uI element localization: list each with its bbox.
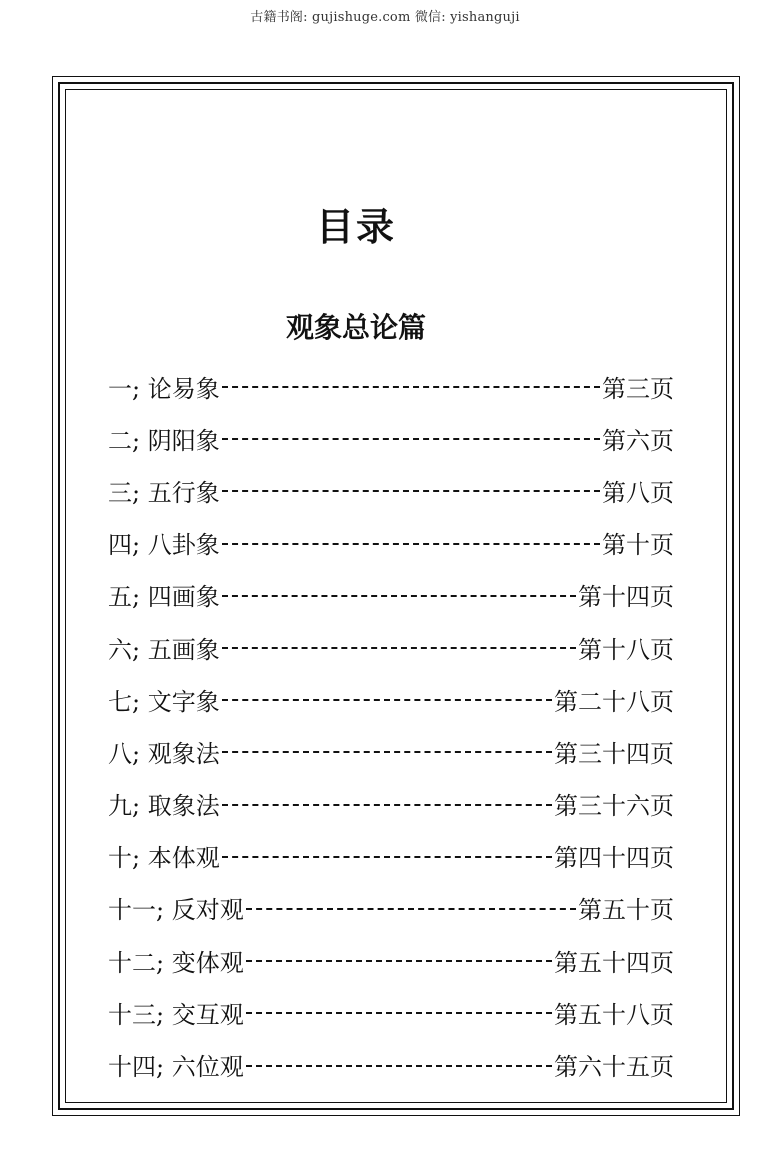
- toc-entry-page: 第十八页: [578, 635, 674, 664]
- toc-entry-label: 十一; 反对观: [108, 896, 244, 925]
- toc-leader-dashes: [222, 543, 600, 545]
- toc-leader-dashes: [222, 595, 576, 597]
- toc-entry-label: 四; 八卦象: [108, 531, 220, 560]
- toc-entry-page: 第三十六页: [554, 792, 674, 821]
- toc-entry-label: 三; 五行象: [108, 478, 220, 507]
- toc-entry: [108, 517, 674, 569]
- section-title: 观象总论篇: [285, 311, 426, 344]
- toc-entry-label: 二; 阴阳象: [108, 426, 220, 455]
- table-of-contents: [108, 360, 674, 1091]
- toc-entry: [108, 934, 674, 986]
- toc-leader-dashes: [222, 699, 552, 701]
- toc-entry: [108, 464, 674, 516]
- toc-leader-dashes: [222, 438, 600, 440]
- toc-entry-label: 六; 五画象: [108, 635, 220, 664]
- toc-entry-label: 七; 文字象: [108, 687, 220, 716]
- toc-entry-page: 第十四页: [578, 583, 674, 612]
- toc-entry-page: 第八页: [602, 478, 674, 507]
- toc-entry-page: 第五十八页: [554, 1000, 674, 1029]
- toc-leader-dashes: [222, 856, 552, 858]
- toc-entry-page: 第六十五页: [554, 1053, 674, 1082]
- toc-entry: [108, 569, 674, 621]
- watermark-text: 古籍书阁: gujishuge.com 微信: yishanguji: [250, 10, 520, 25]
- toc-entry: [108, 725, 674, 777]
- toc-entry: [108, 830, 674, 882]
- toc-entry: [108, 673, 674, 725]
- toc-entry-label: 五; 四画象: [108, 583, 220, 612]
- toc-leader-dashes: [222, 490, 600, 492]
- toc-leader-dashes: [222, 386, 600, 388]
- toc-entry-page: 第十页: [602, 531, 674, 560]
- toc-entry-page: 第四十四页: [554, 844, 674, 873]
- toc-leader-dashes: [222, 647, 576, 649]
- toc-entry-page: 第五十四页: [554, 948, 674, 977]
- toc-leader-dashes: [222, 751, 552, 753]
- toc-entry-page: 第三十四页: [554, 739, 674, 768]
- toc-entry-page: 第二十八页: [554, 687, 674, 716]
- toc-leader-dashes: [222, 804, 552, 806]
- toc-entry-page: 第三页: [602, 374, 674, 403]
- toc-entry-label: 八; 观象法: [108, 739, 220, 768]
- toc-entry-label: 九; 取象法: [108, 792, 220, 821]
- toc-entry: [108, 882, 674, 934]
- page-title: 目录: [315, 205, 396, 249]
- toc-entry: [108, 1038, 674, 1090]
- toc-entry: [108, 986, 674, 1038]
- toc-entry-page: 第五十页: [578, 896, 674, 925]
- toc-entry-label: 十; 本体观: [108, 844, 220, 873]
- toc-entry-label: 十二; 变体观: [108, 948, 244, 977]
- toc-leader-dashes: [246, 908, 576, 910]
- toc-entry-label: 十四; 六位观: [108, 1053, 244, 1082]
- toc-leader-dashes: [246, 1012, 552, 1014]
- toc-entry: [108, 412, 674, 464]
- toc-entry: [108, 360, 674, 412]
- toc-entry-page: 第六页: [602, 426, 674, 455]
- toc-leader-dashes: [246, 960, 552, 962]
- toc-entry-label: 十三; 交互观: [108, 1000, 244, 1029]
- toc-entry: [108, 621, 674, 673]
- toc-leader-dashes: [246, 1065, 552, 1067]
- toc-entry-label: 一; 论易象: [108, 374, 220, 403]
- toc-entry: [108, 778, 674, 830]
